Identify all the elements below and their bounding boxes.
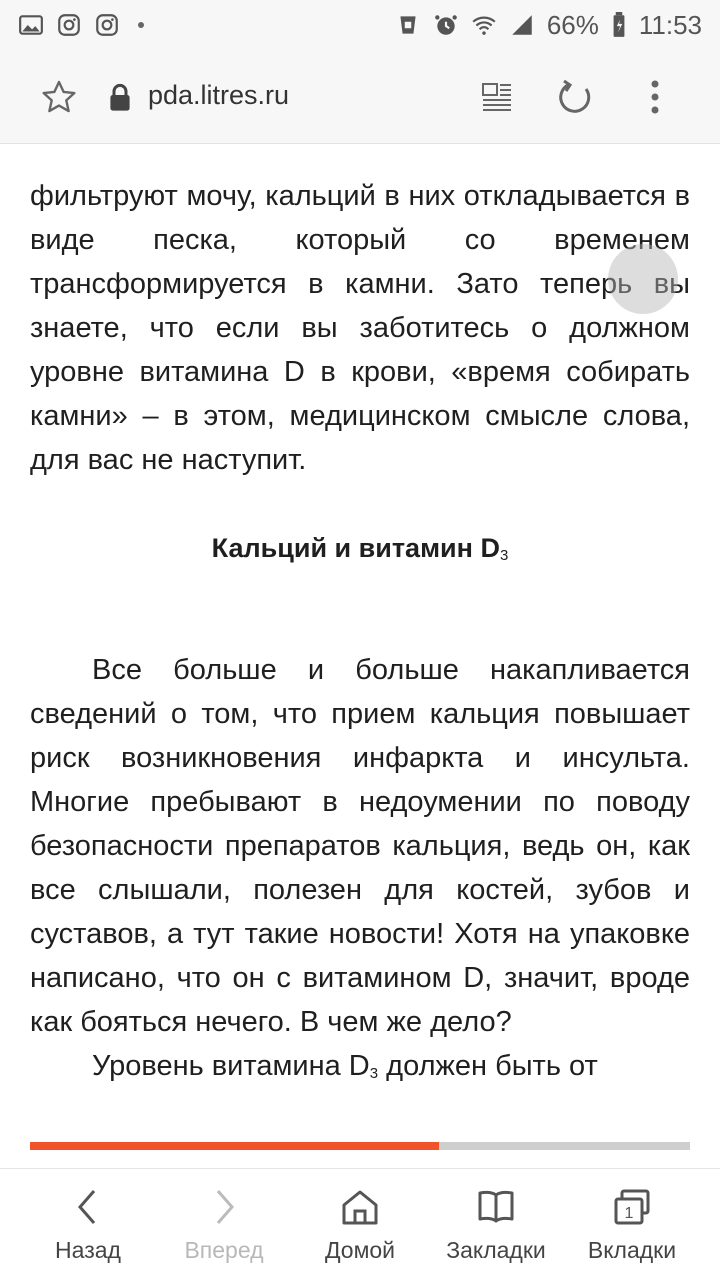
paragraph: фильтруют мочу, кальций в них откладывается в виде песка, который со временем трансформируется в камни. Зато теперь вы знаете, что если вы заботитесь о должном уровне витамина D в крови, «время собирать камни» – в этом, медицинском смысле слова, для вас не наступит. xyxy=(30,180,690,476)
scroll-handle[interactable] xyxy=(608,244,678,314)
paragraph: Все больше и больше накапливается сведений о том, что прием кальция повышает риск возникновения инфаркта и инсульта. Многие пребывают в недоумении по поводу безопасности препаратов кальция, ведь он, как все слышали, полезен для костей, зубов и суставов, а тут такие новости! Хотя на упаковке написано, что он с витамином D, значит, вроде как бояться нечего. В чем же дело? xyxy=(30,654,690,1038)
instagram-icon xyxy=(56,12,82,38)
status-bar xyxy=(0,0,720,50)
forward-button[interactable]: Вперед xyxy=(154,1169,294,1281)
wifi-icon xyxy=(471,12,497,38)
paragraph: Уровень витамина $D_3$ должен быть от xyxy=(92,1050,598,1082)
reading-progress-bar xyxy=(30,1142,690,1150)
home-button[interactable]: Домой xyxy=(290,1169,430,1281)
signal-icon xyxy=(509,12,535,38)
battery-icon xyxy=(611,12,627,38)
reader-mode-icon[interactable] xyxy=(481,81,513,113)
tabs-button[interactable]: 1 Вкладки xyxy=(562,1169,702,1281)
battery-percent: 66% xyxy=(546,9,599,40)
bottom-navigation xyxy=(0,1168,720,1280)
instagram-icon-2 xyxy=(94,12,120,38)
chapter-heading: Кальций и витамин $D_3$ xyxy=(211,533,509,564)
secure-lock-icon xyxy=(108,83,132,111)
book-text xyxy=(30,144,690,1140)
system-icons xyxy=(395,10,702,41)
back-arrow-icon xyxy=(68,1187,108,1227)
more-menu-icon[interactable] xyxy=(645,79,665,115)
alarm-icon xyxy=(433,12,459,38)
notification-icons xyxy=(18,12,144,38)
tabs-count: 1 xyxy=(624,1205,634,1222)
home-icon xyxy=(340,1187,380,1227)
bookmarks-book-icon xyxy=(476,1187,516,1227)
bookmark-star-icon[interactable] xyxy=(40,78,78,116)
clock: 11:53 xyxy=(638,9,702,40)
reading-progress-fill xyxy=(30,1142,439,1150)
lock-icon xyxy=(395,12,421,38)
url-field[interactable]: pda.litres.ru xyxy=(148,80,290,110)
forward-arrow-icon xyxy=(204,1187,244,1227)
more-notifications-dot xyxy=(138,22,144,28)
gallery-icon xyxy=(18,12,44,38)
back-button[interactable]: Назад xyxy=(18,1169,158,1281)
tabs-icon xyxy=(612,1187,652,1227)
reload-icon[interactable] xyxy=(556,77,596,117)
bookmarks-button[interactable]: Закладки xyxy=(426,1169,566,1281)
address-bar xyxy=(0,50,720,144)
